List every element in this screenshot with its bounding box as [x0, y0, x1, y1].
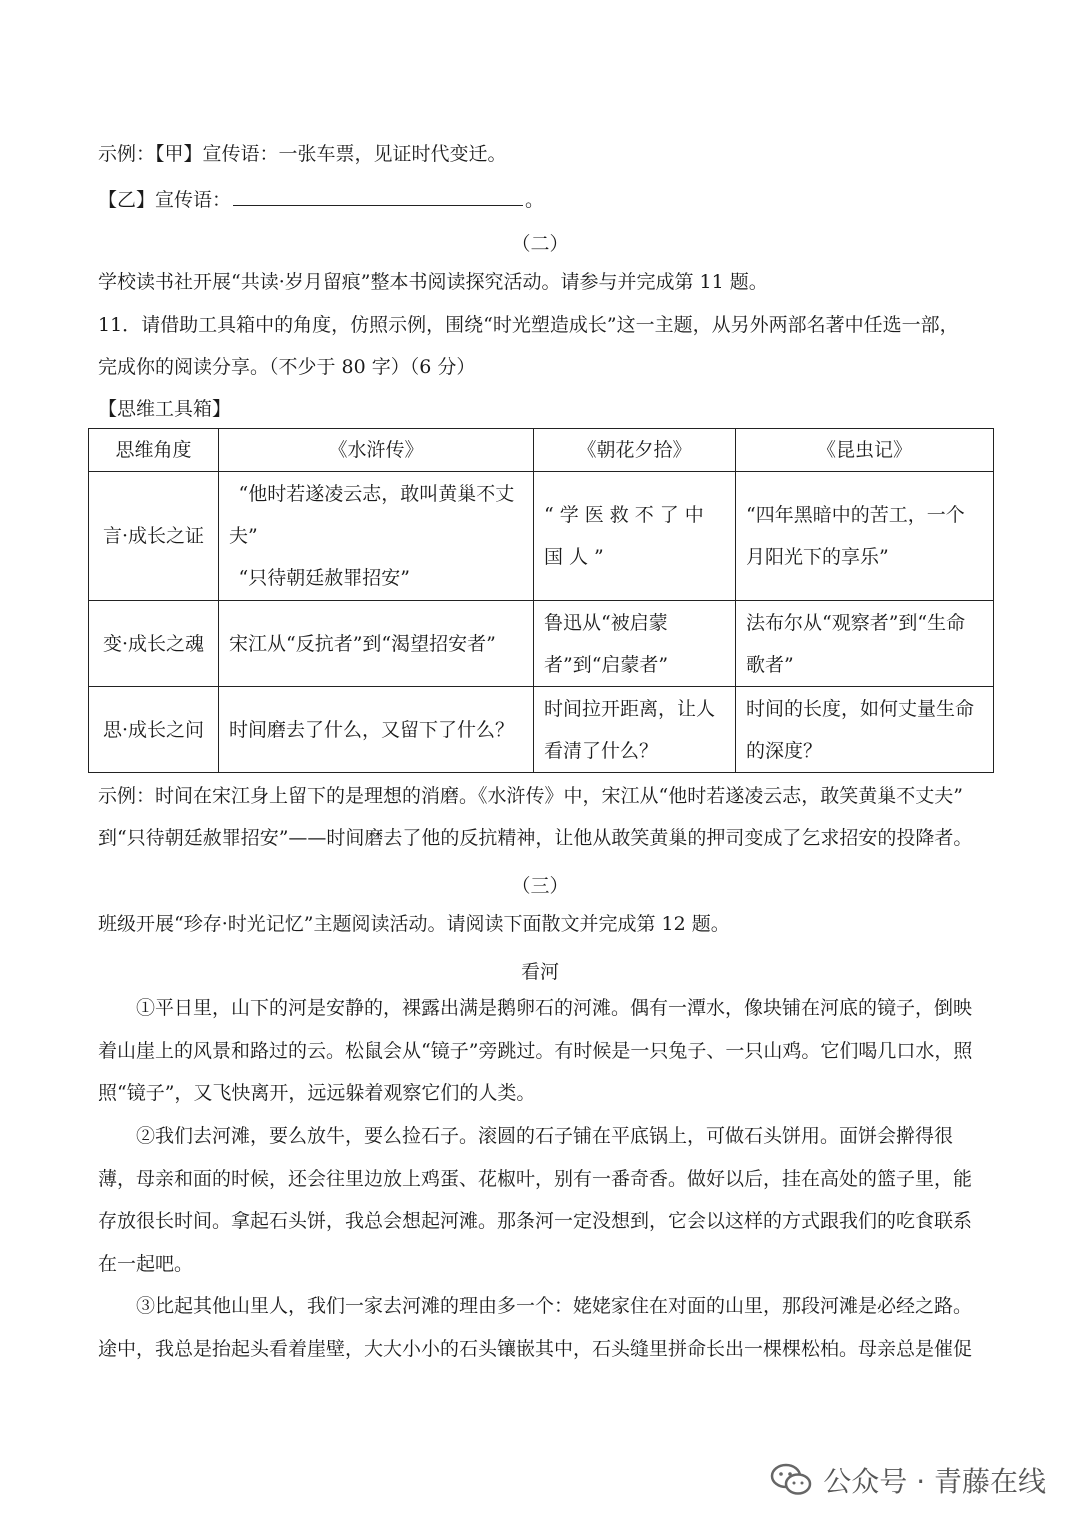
row-angle: 思·成长之问	[89, 687, 219, 773]
yi-end: 。	[525, 189, 545, 211]
toolbox-title: 【思维工具箱】	[98, 398, 232, 420]
essay-paragraph-3: ③比起其他山里人，我们一家去河滩的理由多一个：姥姥家住在对面的山里，那段河滩是必经之路。途中，我总是抬起头看着崖壁，大大小小的石头镶嵌其中，石头缝里拼命长出一棵棵松柏。母亲总是催促	[98, 1295, 973, 1360]
table-cell: 时间拉开距离，让人看清了什么？	[534, 687, 736, 773]
header-angle: 思维角度	[89, 429, 219, 472]
table-cell: 宋江从“反抗者”到“渴望招安者”	[219, 601, 534, 687]
answer-blank[interactable]	[233, 188, 523, 206]
watermark-text: 公众号 · 青藤在线	[823, 1465, 1046, 1498]
cell-quote: “只待朝廷赦罪招安”	[238, 567, 410, 589]
table-cell: “学医救不了中国人”	[534, 472, 736, 601]
section-three-heading: （三）	[511, 875, 569, 897]
cell-quote: “他时若遂凌云志，敢叫黄巢不丈夫”	[229, 483, 515, 547]
header-shuihu: 《水浒传》	[219, 429, 534, 472]
table-cell: 时间的长度，如何丈量生命的深度？	[736, 687, 994, 773]
thinking-toolbox-table	[88, 428, 994, 773]
row-angle: 言·成长之证	[89, 472, 219, 601]
essay-paragraph-2: ②我们去河滩，要么放牛，要么捡石子。滚圆的石子铺在平底锅上，可做石头饼用。面饼会擀得很薄，母亲和面的时候，还会往里边放上鸡蛋、花椒叶，别有一番奇香。做好以后，挂在高处的篮子里，能存放很长时间。拿起石头饼，我总会想起河滩。那条河一定没想到，它会以这样的方式跟我们的吃食联系在一起吧。	[98, 1125, 973, 1275]
table-cell: “四年黑暗中的苦工，一个月阳光下的享乐”	[736, 472, 994, 601]
wechat-icon	[769, 1462, 813, 1498]
table-header-row	[89, 429, 994, 472]
essay-title: 看河	[520, 961, 559, 983]
yi-label: 【乙】宣传语：	[98, 189, 232, 211]
essay-paragraph-1: ①平日里，山下的河是安静的，裸露出满是鹅卵石的河滩。偶有一潭水，像块铺在河底的镜子，倒映着山崖上的风景和路过的云。松鼠会从“镜子”旁跳过。有时候是一只兔子、一只山鸡。它们喝几口水，照照“镜子”，又飞快离开，远远躲着观察它们的人类。	[98, 997, 973, 1104]
table-cell: 法布尔从“观察者”到“生命歌者”	[736, 601, 994, 687]
table-cell: 时间磨去了什么，又留下了什么？	[219, 687, 534, 773]
intro-three: 班级开展“珍存·时光记忆”主题阅读活动。请阅读下面散文并完成第 12 题。	[98, 913, 730, 935]
table-row	[89, 472, 994, 601]
example-jia: 示例：【甲】宣传语：一张车票，见证时代变迁。	[98, 143, 507, 165]
header-zhaohua: 《朝花夕拾》	[534, 429, 736, 472]
header-kunchong: 《昆虫记》	[736, 429, 994, 472]
question-11-line2: 完成你的阅读分享。（不少于 80 字）（6 分）	[98, 356, 476, 378]
table-row	[89, 687, 994, 773]
watermark	[769, 1460, 1046, 1500]
question-11-line1: 11．请借助工具箱中的角度，仿照示例，围绕“时光塑造成长”这一主题，从另外两部名著中任选一部，	[98, 314, 959, 336]
example-two-line2: 到“只待朝廷赦罪招安”——时间磨去了他的反抗精神，让他从敢笑黄巢的押司变成了乞求招安的投降者。	[98, 827, 973, 849]
example-two-line1: 示例：时间在宋江身上留下的是理想的消磨。《水浒传》中，宋江从“他时若遂凌云志，敢笑黄巢不丈夫”	[98, 785, 963, 807]
section-two-heading: （二）	[511, 233, 569, 255]
table-cell	[219, 472, 534, 601]
table-row	[89, 601, 994, 687]
table-cell: 鲁迅从“被启蒙者”到“启蒙者”	[534, 601, 736, 687]
intro-two: 学校读书社开展“共读·岁月留痕”整本书阅读探究活动。请参与并完成第 11 题。	[98, 271, 768, 293]
yi-slogan-line	[98, 188, 544, 210]
row-angle: 变·成长之魂	[89, 601, 219, 687]
